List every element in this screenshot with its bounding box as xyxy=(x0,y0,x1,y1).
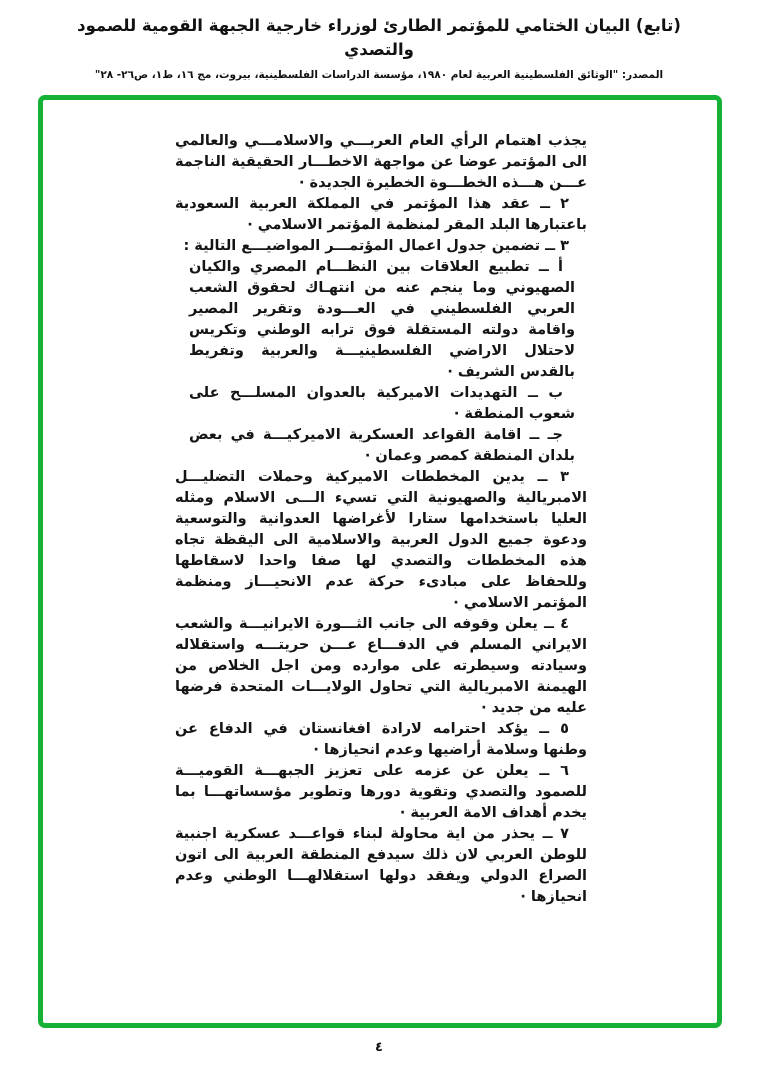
page-number: ٤ xyxy=(375,1040,383,1055)
paragraph-subitem-j: جـ ــ اقامة القواعد العسكرية الاميركيـــة في بعض بلدان المنطقة كمصر وعمان · xyxy=(189,427,575,464)
paragraph-item-6: ٦ ــ يعلن عن عزمه على تعزيز الجبهـــة القوميـــة للصمود والتصدي وتقوية دورها وتطوير مؤسساتهـــا بما يخدم أهداف الامة العربية · xyxy=(175,763,587,821)
paragraph-subitem-a: أ ــ تطبيع العلاقات بين النظـــام المصري والكيان الصهيوني وما ينجم عنه من انتهـاك لحقوق الشعب العربي الفلسطيني في العـــودة وتقرير المصير واقامة دولته المستقلة فوق ترابه الوطني وتكريس لاحتلال الاراضي الفلسطينيـــة والعربية وتفريط بالقدس الشريف · xyxy=(189,259,575,380)
green-border-frame xyxy=(38,95,722,1028)
paragraph-item-3b: ٣ ــ يدين المخططات الاميركية وحملات التضليـــل الامبريالية والصهيونية التي تسيء الـــى الاسلام ومثله العليا باستخدامها ستارا لأغراضها العدوانية والتوسعية ودعوة جميع الدول العربية والاسلامية الى اليقظة تجاه هذه المخططات والتصدي لها صفا واحدا لاسقاطها وللحفاظ على مبادىء حركة عدم الانحيـــاز ومنظمة المؤتمر الاسلامي · xyxy=(175,469,587,611)
document-source-citation: المصدر: "الوثائق الفلسطينية العربية لعام ١٩٨٠، مؤسسة الدراسات الفلسطينية، بيروت، مج ١٦، ط١، ص٢٦- ٢٨" xyxy=(94,69,664,81)
paragraph-item-7: ٧ ــ يحذر من اية محاولة لبناء قواعـــد عسكرية اجنبية للوطن العربي لان ذلك سيدفع المنطقة العربية الى اتون الصراع الدولي ويفقد دولها استقلالهـــا الوطني وعدم انحيازها · xyxy=(175,826,587,905)
paragraph-item-3: ٣ ــ تضمين جدول اعمال المؤتمـــر المواضيـــع التالية : xyxy=(183,238,569,254)
document-title: (تابع) البيان الختامي للمؤتمر الطارئ لوزراء خارجية الجبهة القومية للصمود والتصدي xyxy=(77,16,681,59)
document-body xyxy=(175,131,587,908)
paragraph-item-4: ٤ ــ يعلن وقوفه الى جانب الثـــورة الايرانيـــة والشعب الايراني المسلم في الدفـــاع عـــن حريتـــه واستقلاله وسيادته وسيطرته على موارده ومن اجل الخلاص من الهيمنة الامبريالية التي تحاول الولايـــات المتحدة فرضها عليه من جديد · xyxy=(175,616,587,716)
paragraph-subitem-b: ب ــ التهديدات الاميركية بالعدوان المسلـــح على شعوب المنطقة · xyxy=(189,385,575,422)
paragraph-item-2: ٢ ــ عقد هذا المؤتمر في المملكة العربية السعودية باعتبارها البلد المقر لمنظمة المؤتمر الاسلامي · xyxy=(175,196,587,233)
paragraph-item-5: ٥ ــ يؤكد احترامه لارادة افغانستان في الدفاع عن وطنها وسلامة أراضيها وعدم انحيازها · xyxy=(175,721,587,758)
paragraph-continuation: يجذب اهتمام الرأي العام العربـــي والاسلامـــي والعالمي الى المؤتمر عوضا عن مواجهة الاخطـــار الحقيقية الناجمة عـــن هـــذه الخطـــوة الخطيرة الجديدة · xyxy=(175,133,587,191)
document-header xyxy=(0,14,758,82)
